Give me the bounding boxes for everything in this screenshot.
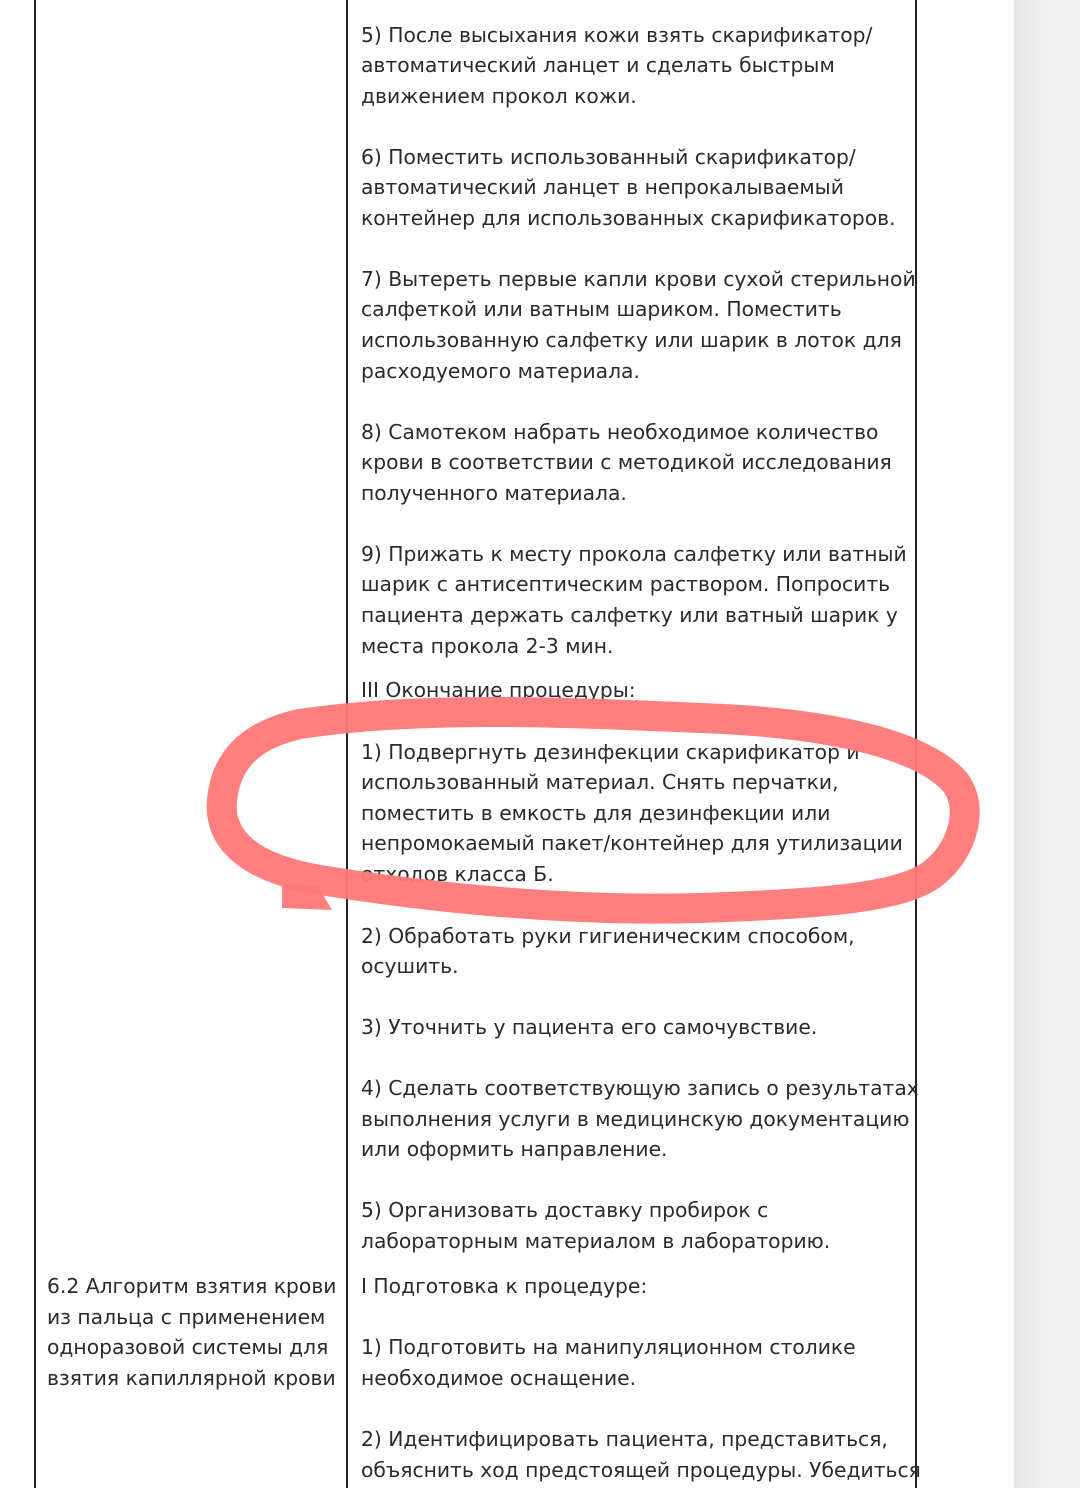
procedure-line: осушить. [361, 954, 459, 978]
procedure-line: 7) Вытереть первые капли крови сухой стерильной [361, 267, 916, 291]
procedure-line: I Подготовка к процедуре: [361, 1274, 648, 1298]
procedure-line: использованный материал. Снять перчатки, [361, 770, 839, 794]
section-label-line: одноразовой системы для [47, 1335, 329, 1359]
section-label-line: из пальца с применением [47, 1305, 326, 1329]
procedure-line: 1) Подвергнуть дезинфекции скарификатор и [361, 740, 860, 764]
procedure-line: 5) После высыхания кожи взять скарификатор/ [361, 23, 873, 47]
procedure-line: III Окончание процедуры: [361, 678, 636, 702]
procedure-line: места прокола 2-3 мин. [361, 634, 614, 658]
procedure-line: 8) Самотеком набрать необходимое количество [361, 420, 879, 444]
procedure-line: или оформить направление. [361, 1137, 668, 1161]
procedure-line: 2) Идентифицировать пациента, представиться, [361, 1427, 888, 1451]
procedure-line: лабораторным материалом в лабораторию. [361, 1229, 831, 1253]
procedure-line: 1) Подготовить на манипуляционном столике [361, 1335, 856, 1359]
page-edge-shadow [1014, 0, 1080, 1488]
procedure-line: 3) Уточнить у пациента его самочувствие. [361, 1015, 818, 1039]
table-border-left [34, 0, 36, 1488]
section-label-line: 6.2 Алгоритм взятия крови [47, 1274, 337, 1298]
procedure-line: необходимое оснащение. [361, 1366, 637, 1390]
procedure-line: салфеткой или ватным шариком. Поместить [361, 297, 842, 321]
procedure-line: контейнер для использованных скарификаторов. [361, 206, 896, 230]
procedure-line: шарик с антисептическим раствором. Попросить [361, 572, 891, 596]
procedure-line: крови в соответствии с методикой исследования [361, 450, 892, 474]
procedure-line: объяснить ход предстоящей процедуры. Убедиться [361, 1458, 921, 1482]
procedure-line: отходов класса Б. [361, 862, 554, 886]
procedure-line: расходуемого материала. [361, 359, 640, 383]
procedure-line: 4) Сделать соответствующую запись о результатах [361, 1076, 919, 1100]
procedure-line: 2) Обработать руки гигиеническим способом, [361, 924, 855, 948]
procedure-line: использованную салфетку или шарик в лоток для [361, 328, 902, 352]
procedure-line: автоматический ланцет в непрокалываемый [361, 175, 844, 199]
section-label-cell [47, 0, 342, 1488]
procedure-line: выполнения услуги в медицинскую документацию [361, 1107, 910, 1131]
procedure-line: 9) Прижать к месту прокола салфетку или ватный [361, 542, 907, 566]
section-label-line: взятия капиллярной крови [47, 1366, 336, 1390]
procedure-line: поместить в емкость для дезинфекции или [361, 801, 831, 825]
procedure-line: движением прокол кожи. [361, 84, 637, 108]
table-border-middle [346, 0, 348, 1488]
procedure-line: автоматический ланцет и сделать быстрым [361, 53, 835, 77]
procedure-line: непромокаемый пакет/контейнер для утилизации [361, 831, 903, 855]
procedure-steps-cell [361, 0, 921, 1488]
procedure-line: полученного материала. [361, 481, 627, 505]
procedure-line: пациента держать салфетку или ватный шарик у [361, 603, 898, 627]
procedure-line: 6) Поместить использованный скарификатор/ [361, 145, 856, 169]
procedure-line: 5) Организовать доставку пробирок с [361, 1198, 769, 1222]
